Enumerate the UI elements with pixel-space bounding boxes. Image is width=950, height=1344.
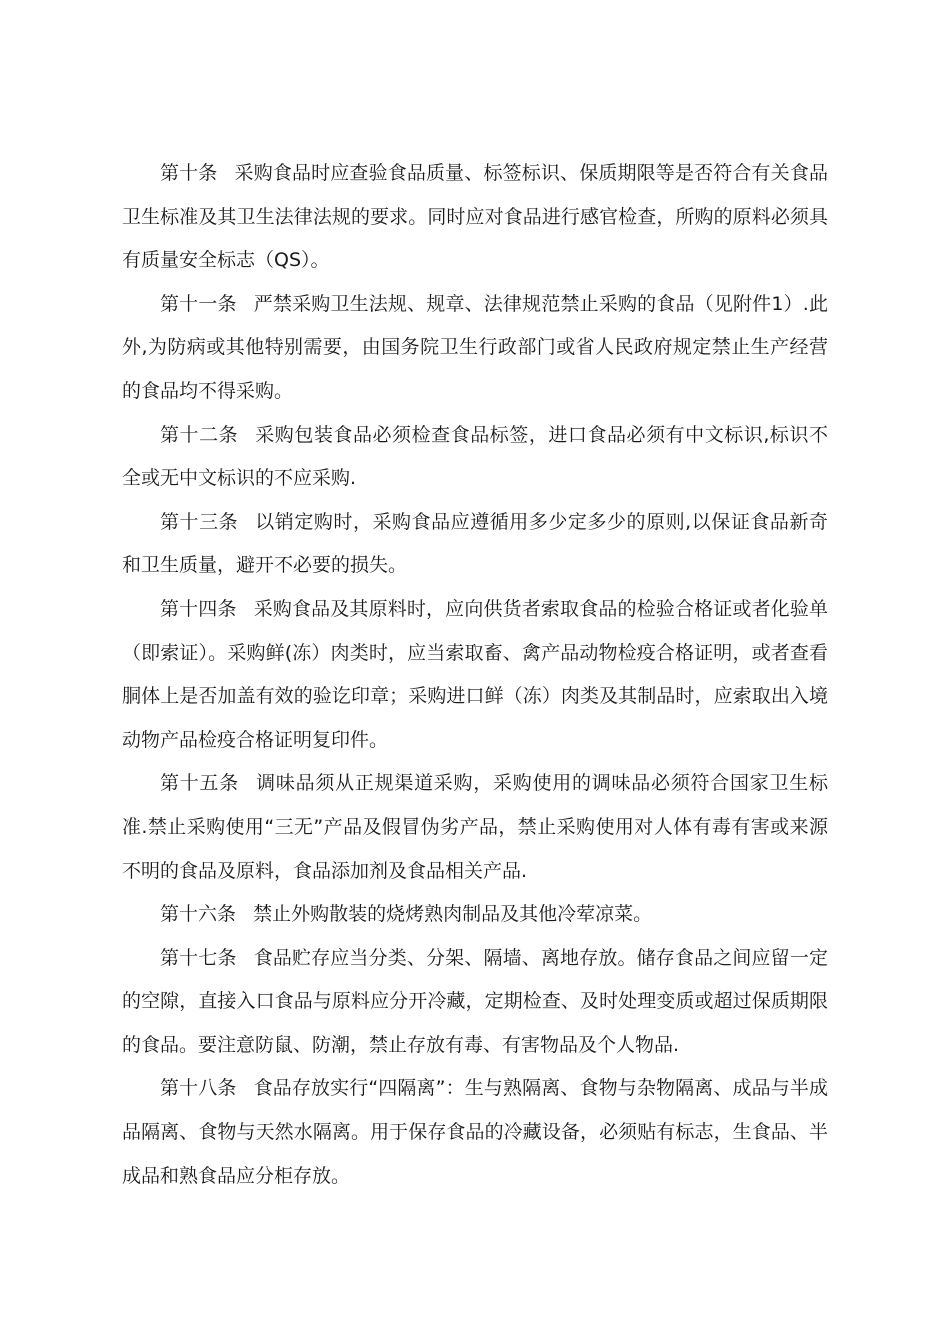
article-number: 第十八条 (160, 1077, 237, 1100)
article-14 (122, 588, 828, 762)
article-number: 第十六条 (160, 903, 237, 926)
article-17 (122, 937, 828, 1068)
article-text: 食品贮存应当分类、分架、隔墙、离地存放。储存食品之间应留一定的空隙，直接入口食品与原料应分开冷藏，定期检查、及时处理变质或超过保质期限的食品。要注意防鼠、防潮，禁止存放有毒、有害物品及个人物品. (122, 946, 828, 1056)
article-number: 第十五条 (160, 772, 239, 795)
article-text: 调味品须从正规渠道采购，采购使用的调味品必须符合国家卫生标准.禁止采购使用“三无”产品及假冒伪劣产品，禁止采购使用对人体有毒有害或来源不明的食品及原料，食品添加剂及食品相关产品. (122, 772, 828, 882)
article-text: 以销定购时，采购食品应遵循用多少定多少的原则,以保证食品新奇和卫生质量，避开不必要的损失。 (122, 510, 828, 577)
article-number: 第十二条 (160, 423, 239, 446)
article-15 (122, 762, 828, 893)
article-number: 第十三条 (160, 510, 239, 533)
article-text: 采购食品时应查验食品质量、标签标识、保质期限等是否符合有关食品卫生标准及其卫生法律法规的要求。同时应对食品进行感官检查，所购的原料必须具有质量安全标志（QS）。 (122, 162, 828, 272)
article-11 (122, 283, 828, 414)
article-text: 采购包装食品必须检查食品标签，进口食品必须有中文标识,标识不全或无中文标识的不应采购. (122, 423, 828, 490)
article-16 (122, 893, 828, 937)
article-13 (122, 501, 828, 588)
article-text: 禁止外购散装的烧烤熟肉制品及其他冷荤凉菜。 (253, 903, 653, 926)
article-10 (122, 152, 828, 283)
article-number: 第十七条 (160, 946, 237, 969)
article-number: 第十条 (160, 162, 218, 184)
article-number: 第十一条 (160, 292, 237, 315)
article-text: 严禁采购卫生法规、规章、法律规范禁止采购的食品（见附件1）.此外,为防病或其他特别需要，由国务院卫生行政部门或省人民政府规定禁止生产经营的食品均不得采购。 (122, 292, 828, 402)
article-12 (122, 414, 828, 501)
article-text: 采购食品及其原料时，应向供货者索取食品的检验合格证或者化验单（即索证）。采购鲜(冻）肉类时，应当索取畜、禽产品动物检疫合格证明，或者查看胴体上是否加盖有效的验讫印章；采购进口鲜（冻）肉类及其制品时，应索取出入境动物产品检疫合格证明复印件。 (122, 597, 828, 751)
document-body (122, 152, 828, 1198)
article-number: 第十四条 (160, 597, 237, 620)
article-text: 食品存放实行“四隔离”：生与熟隔离、食物与杂物隔离、成品与半成品隔离、食物与天然水隔离。用于保存食品的冷藏设备，必须贴有标志，生食品、半成品和熟食品应分柜存放。 (122, 1077, 828, 1187)
article-18 (122, 1067, 828, 1198)
